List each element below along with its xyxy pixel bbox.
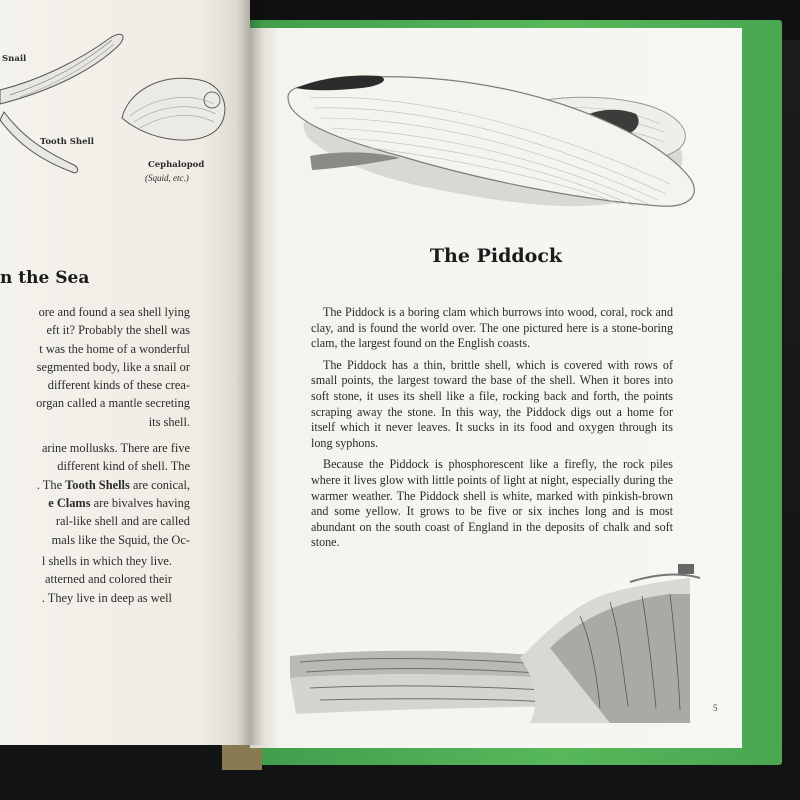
book-gutter [236,0,264,745]
caption-snail: Snail [2,54,27,64]
text-line: its shell. [148,414,190,429]
text-line: l shells in which they live. [41,554,172,568]
text-line: ore and found a sea shell lying [38,305,190,319]
body-text [311,305,673,557]
left-page [0,0,250,745]
text-line: t was the home of a wonderful [39,341,190,356]
left-page-paragraph-1 [0,303,190,549]
piddock-shell-illustration [250,28,742,238]
text-line: segmented body, like a snail or [36,359,190,374]
text-fragment: are bivalves having [90,495,190,510]
text-line: different kind of shell. The [57,459,190,474]
caption-cephalopod: Cephalopod [148,160,205,170]
paragraph-3: Because the Piddock is phosphorescent like a firefly, the rock piles where it lives glow with little points of light at night, especially during the warmer weather. The Piddock shell is white, marked with pinkish-brown and some yellow. It grows to be five or six inches long and is most abundant on the south coast of England in the deposits of chalk and soft stone. [311,457,673,550]
paragraph-1: The Piddock is a boring clam which burrows into wood, coral, rock and clay, and is found the world over. The one pictured here is a stone-boring clam, the largest found on the English coasts. [311,305,673,351]
text-line: ral-like shell and are called [55,514,190,529]
snail-shell-illustration [0,0,250,200]
left-page-heading: n the Sea [0,268,90,288]
text-line: mals like the Squid, the Oc- [51,532,190,547]
text-line: . They live in deep as well [41,590,172,605]
text-line: different kinds of these crea- [47,378,190,393]
text-line: organ called a mantle secreting [36,396,190,411]
page-number: 5 [713,703,718,713]
caption-cephalopod-sub: (Squid, etc.) [145,173,189,183]
text-line: eft it? Probably the shell was [46,323,190,338]
text-fragment: . The [36,477,66,492]
bold-term: Tooth Shells [65,477,130,492]
text-fragment: are conical, [129,477,190,492]
caption-tooth-shell: Tooth Shell [40,137,94,147]
right-page [250,28,742,748]
left-page-paragraph-3 [0,552,172,607]
page-title: The Piddock [429,245,563,267]
bold-term: e Clams [48,495,91,510]
text-line: arine mollusks. There are five [41,441,190,456]
paragraph-2: The Piddock has a thin, brittle shell, which is covered with rows of small points, the largest toward the base of the shell. When it bores into soft stone, it uses its shell like a file, rocking back and forth, the points scraping away the stone. In this way, the Piddock digs out a home for itself which it never leaves. It sucks in its food and oxygen through its long syphons. [311,357,673,450]
text-line [0,494,190,512]
chalk-cliff-illustration [250,538,742,728]
text-line [0,476,190,494]
text-line: atterned and colored their [45,572,172,587]
